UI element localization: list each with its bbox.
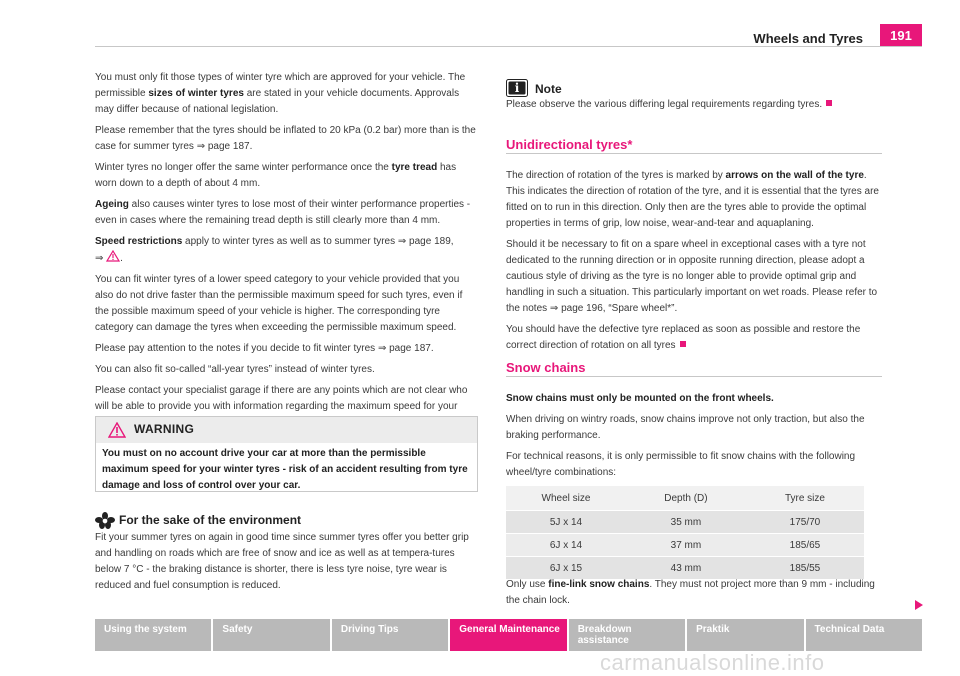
warning-ref-link[interactable]: ⇒ . [95, 253, 123, 264]
paragraph-ageing: Ageing also causes winter tyres to lose most of their winter performance properties - even in cases where the remaining tread depth is still clearly more than 4 mm. [95, 199, 471, 226]
next-page-arrow-icon[interactable] [914, 599, 924, 611]
nav-tab-technical-data[interactable]: Technical Data [806, 619, 922, 651]
column-header: Tyre size [746, 486, 864, 511]
table-row [506, 557, 864, 580]
page-ref-link[interactable]: ⇒ page 189, [397, 236, 454, 247]
table-cell: 43 mm [626, 557, 746, 580]
section-divider [506, 153, 882, 154]
column-header: Depth (D) [626, 486, 746, 511]
paragraph-tyre-tread: Winter tyres no longer offer the same winter performance once the tyre tread has worn down to a depth of about 4 mm. [95, 162, 457, 189]
svg-text:i: i [514, 81, 520, 95]
warning-triangle-icon [108, 422, 126, 438]
environment-text: Fit your summer tyres on again in good time since summer tyres offer you better grip and handling on roads which are free of snow and ice as well as at tempera-tures below 7 °C - the braking distance is shorter, there is less tyre noise, tyre wear is reduced and fuel consumption is reduced. [95, 532, 469, 591]
warning-title: WARNING [134, 422, 195, 436]
unidirectional-content [506, 168, 882, 359]
table-cell: 185/55 [746, 557, 864, 580]
paragraph-combinations: For technical reasons, it is only permissible to fit snow chains with the following wheel/tyre combinations: [506, 451, 856, 478]
paragraph-replace-tyre: You should have the defective tyre replaced as soon as possible and restore the correct direction of rotation on all tyres [506, 324, 861, 351]
page-ref-link[interactable]: ⇒ page 196, “Spare wheel*”. [549, 303, 678, 314]
section-title-snow-chains: Snow chains [506, 360, 586, 375]
warning-box [95, 416, 478, 492]
page-ref-link[interactable]: ⇒ page 187. [377, 343, 434, 354]
environment-title: For the sake of the environment [119, 513, 302, 527]
table-cell: 37 mm [626, 534, 746, 557]
flower-icon [95, 512, 115, 530]
note-icon [506, 79, 528, 97]
table-row [506, 511, 864, 534]
header-divider [95, 46, 922, 47]
paragraph-specialist-garage: Please contact your specialist garage if there are any points which are not clear who will be able to provide you with information regarding the maximum speed for your [95, 385, 468, 412]
paragraph-front-wheels: Snow chains must only be mounted on the front wheels. [506, 393, 774, 404]
paragraph-spare-wheel: Should it be necessary to fit on a spare wheel in exceptional cases with a tyre not dedicated to the running direction or in opposite running direction, please adopt a cautious style of driving as the tyre is no longer able to provide optimal grip and handling in such a situation. This particularly important on wet roads. Please refer to the notes ⇒ page 196, “Spare wheel*”. [506, 239, 878, 314]
table-cell: 35 mm [626, 511, 746, 534]
nav-tab-safety[interactable]: Safety [213, 619, 329, 651]
table-row [506, 534, 864, 557]
left-column [95, 70, 476, 436]
page-number: 191 [880, 24, 922, 47]
paragraph-inflation: Please remember that the tyres should be inflated to 20 kPa (0.2 bar) more than is the case for summer tyres ⇒ page 187. [95, 125, 476, 152]
nav-tab-driving-tips[interactable]: Driving Tips [332, 619, 448, 651]
note-text: Please observe the various differing legal requirements regarding tyres. [506, 97, 882, 113]
section-title-unidirectional: Unidirectional tyres* [506, 137, 633, 152]
watermark: carmanualsonline.info [600, 650, 825, 675]
fine-link-paragraph: Only use fine-link snow chains. They must not project more than 9 mm - including the chain lock. [506, 579, 875, 606]
nav-tab-general-maintenance[interactable]: General Maintenance [450, 619, 566, 651]
table-cell: 175/70 [746, 511, 864, 534]
paragraph-traction: When driving on wintry roads, snow chains improve not only traction, but also the braking performance. [506, 414, 865, 441]
paragraph-notes: Please pay attention to the notes if you decide to fit winter tyres ⇒ page 187. [95, 343, 434, 354]
nav-tab-using-the-system[interactable]: Using the system [95, 619, 211, 651]
page-ref-link[interactable]: ⇒ page 187. [196, 141, 253, 152]
paragraph-all-year-tyres: You can also fit so-called “all-year tyres” instead of winter tyres. [95, 364, 375, 375]
section-end-marker [826, 100, 832, 106]
snow-chain-table [506, 486, 864, 579]
nav-tab-breakdown-assistance[interactable]: Breakdown assistance [569, 619, 685, 651]
table-cell: 185/65 [746, 534, 864, 557]
warning-text: You must on no account drive your car at more than the permissible maximum speed for your winter tyres - risk of an accident resulting from tyre damage and loss of control over your car. [102, 448, 468, 491]
nav-tab-praktik[interactable]: Praktik [687, 619, 803, 651]
table-header-row [506, 486, 864, 511]
section-divider [506, 376, 882, 377]
column-header: Wheel size [506, 486, 626, 511]
section-end-marker [680, 341, 686, 347]
paragraph-speed-restrictions: Speed restrictions apply to winter tyres as well as to summer tyres ⇒ page 189, ⇒ . [95, 236, 454, 264]
warning-triangle-icon [106, 250, 120, 262]
table-cell: 6J x 14 [506, 534, 626, 557]
paragraph-direction-marking: The direction of rotation of the tyres is marked by arrows on the wall of the tyre. This indicates the direction of rotation of the tyre, and it is essential that the tyres are fitted on to run in this direction. Only then are the tyres able to provide the optimal properties in terms of grip, low noise, wear-and-tear and aquaplaning. [506, 170, 879, 229]
chapter-nav [95, 619, 922, 651]
paragraph-lower-speed-category: You can fit winter tyres of a lower speed category to your vehicle provided that you also do not drive faster than the permissible maximum speed for such tyres, even if the possible maximum speed of your vehicle is higher. The corresponding tyre category can damage the tyres when exceeding the permissible maximum speed. [95, 274, 463, 333]
section-header-title: Wheels and Tyres [753, 31, 863, 46]
note-title: Note [535, 82, 562, 96]
table-cell: 5J x 14 [506, 511, 626, 534]
table-cell: 6J x 15 [506, 557, 626, 580]
snow-chains-content [506, 391, 882, 486]
paragraph-winter-tyre-types: You must only fit those types of winter tyre which are approved for your vehicle. The permissible sizes of winter tyres are stated in your vehicle documents. Approvals may differ because of national legislation. [95, 72, 466, 115]
warning-header [96, 417, 477, 443]
